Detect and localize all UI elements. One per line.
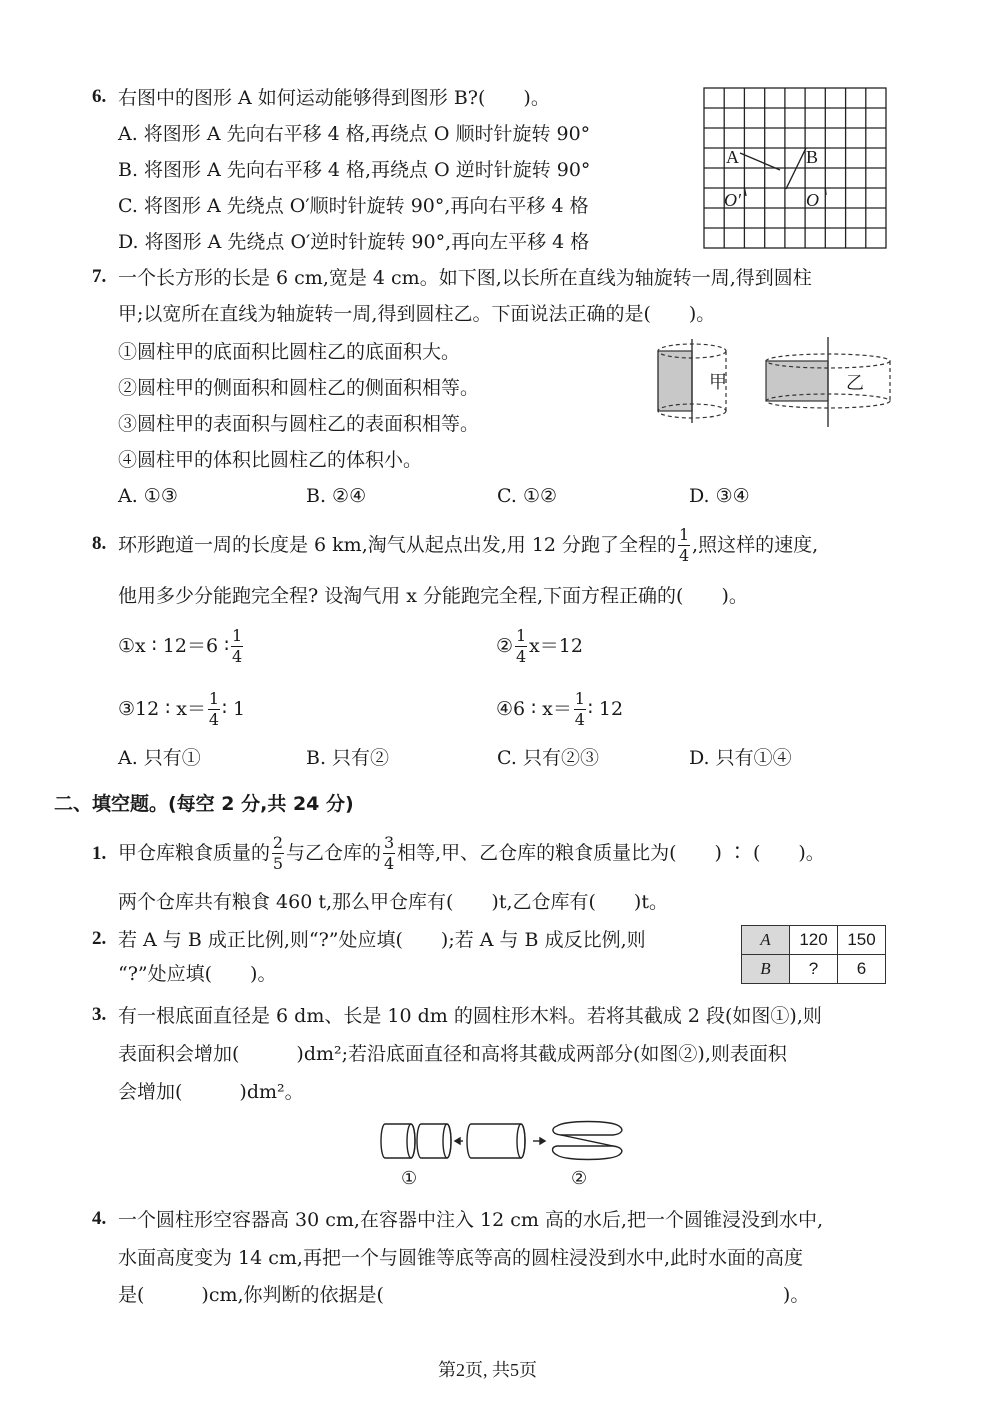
f4-number: 4. <box>92 1208 107 1229</box>
q7-cylinders-figure <box>650 335 900 435</box>
q7-statement-3: ③圆柱甲的表面积与圆柱乙的表面积相等。 <box>118 413 480 435</box>
q8-eq2-fraction <box>515 627 527 666</box>
q8-eq1-den: 4 <box>231 646 243 666</box>
f1-text-c: 相等,甲、乙仓库的粮食质量比为( ) ∶ ( )。 <box>397 842 825 864</box>
q8-option-a: A. 只有① <box>118 747 201 769</box>
table-row <box>742 926 886 955</box>
q7-line1: 一个长方形的长是 6 cm,宽是 4 cm。如下图,以长所在直线为轴旋转一周,得到圆柱 <box>118 267 812 289</box>
grid-label-b: B <box>806 147 819 167</box>
split-half-bottom <box>553 1146 622 1160</box>
cut-piece-2 <box>417 1124 451 1158</box>
table-cell: B <box>742 955 790 984</box>
q8-eq2-text-a: ② <box>496 635 514 657</box>
q7-statement-1: ①圆柱甲的底面积比圆柱乙的底面积大。 <box>118 341 461 363</box>
q8-eq3-den: 4 <box>208 709 220 729</box>
q8-fraction-num: 1 <box>678 524 690 544</box>
f3-cut-figure <box>375 1118 635 1188</box>
cylinder-yi <box>766 337 890 427</box>
f3-line3: 会增加( )dm²。 <box>118 1081 304 1103</box>
q8-eq1-num: 1 <box>231 625 243 645</box>
fig-label-1: ① <box>401 1168 418 1188</box>
f4-line1: 一个圆柱形空容器高 30 cm,在容器中注入 12 cm 高的水后,把一个圆锥浸没到水中, <box>118 1209 823 1231</box>
f1-line1 <box>118 830 825 876</box>
q8-eq1-fraction <box>231 627 243 666</box>
q8-eq1 <box>118 623 245 669</box>
q7-option-c: C. ①② <box>497 485 558 507</box>
f2-line2: “?”处应填( )。 <box>118 963 277 985</box>
cut-piece-1 <box>381 1124 415 1158</box>
q7-number: 7. <box>92 266 107 287</box>
q8-eq4-num: 1 <box>574 688 585 708</box>
f4-line3: 是( )cm,你判断的依据是( )。 <box>118 1284 810 1306</box>
whole-cylinder <box>467 1124 525 1158</box>
grid-lines <box>704 88 886 248</box>
q8-eq1-text: ①x ∶ 12＝6 ∶ <box>118 635 230 657</box>
q8-eq3 <box>118 686 245 732</box>
table-cell: 6 <box>838 955 886 984</box>
q8-eq4-fraction <box>574 690 586 729</box>
split-half-top <box>553 1122 622 1136</box>
table-cell: ? <box>790 955 838 984</box>
f4-line2: 水面高度变为 14 cm,再把一个与圆锥等底等高的圆柱浸没到水中,此时水面的高度 <box>118 1247 803 1269</box>
q7-option-b: B. ②④ <box>306 485 367 507</box>
table-cell: A <box>742 926 790 955</box>
table-cell: 120 <box>790 926 838 955</box>
q6-text: 右图中的图形 A 如何运动能够得到图形 B?( )。 <box>118 87 550 109</box>
q6-option-b: B. 将图形 A 先向右平移 4 格,再绕点 O 逆时针旋转 90° <box>118 159 591 181</box>
q8-eq4-text-a: ④6 ∶ x＝ <box>496 698 572 720</box>
f1-number: 1. <box>92 843 107 864</box>
f1-fraction-2 <box>383 834 395 873</box>
q8-line1-a: 环形跑道一周的长度是 6 km,淘气从起点出发,用 12 分跑了全程的 <box>118 534 677 556</box>
section2-title: 二、填空题。(每空 2 分,共 24 分) <box>54 793 354 815</box>
q7-statement-2: ②圆柱甲的侧面积和圆柱乙的侧面积相等。 <box>118 377 480 399</box>
f1-fraction-2-den: 4 <box>383 853 395 873</box>
grid-label-o-prime: O′ <box>724 190 741 210</box>
q8-eq3-text-a: ③12 ∶ x＝ <box>118 698 206 720</box>
table-cell: 150 <box>838 926 886 955</box>
q6-grid-figure <box>700 85 890 251</box>
grid-label-a: A <box>726 147 739 167</box>
ab-ratio-table <box>741 925 886 984</box>
q8-fraction-den: 4 <box>678 545 690 565</box>
table-row <box>742 955 886 984</box>
q8-line1 <box>118 522 818 568</box>
o-tick <box>825 188 826 195</box>
q6-option-c: C. 将图形 A 先绕点 O′顺时针旋转 90°,再向右平移 4 格 <box>118 195 589 217</box>
cylinder-yi-label: 乙 <box>846 373 864 394</box>
f2-number: 2. <box>92 928 107 949</box>
f1-text-b: 与乙仓库的 <box>286 842 382 864</box>
grid-label-o: O <box>806 190 819 210</box>
q8-eq4-text-b: ∶ 12 <box>587 698 624 720</box>
f1-line2: 两个仓库共有粮食 460 t,那么甲仓库有( )t,乙仓库有( )t。 <box>118 891 668 913</box>
q7-option-a: A. ①③ <box>118 485 178 507</box>
q8-option-d: D. 只有①④ <box>689 747 792 769</box>
f1-fraction-1 <box>272 834 284 873</box>
q8-option-b: B. 只有② <box>306 747 390 769</box>
f3-line2: 表面积会增加( )dm²;若沿底面直径和高将其截成两部分(如图②),则表面积 <box>118 1043 787 1065</box>
q8-line2: 他用多少分能跑完全程? 设淘气用 x 分能跑完全程,下面方程正确的( )。 <box>118 585 748 607</box>
q7-option-d: D. ③④ <box>689 485 750 507</box>
q8-eq4-den: 4 <box>574 709 585 729</box>
q8-eq2-text-b: x＝12 <box>529 635 583 657</box>
q8-eq4 <box>496 686 623 732</box>
q6-number: 6. <box>92 86 107 107</box>
f1-fraction-1-num: 2 <box>272 832 284 852</box>
q7-line2: 甲;以宽所在直线为轴旋转一周,得到圆柱乙。下面说法正确的是( )。 <box>118 303 716 325</box>
q8-eq2-num: 1 <box>515 625 527 645</box>
q8-fraction <box>678 526 690 565</box>
q8-eq3-text-b: ∶ 1 <box>221 698 246 720</box>
f2-line1: 若 A 与 B 成正比例,则“?”处应填( );若 A 与 B 成反比例,则 <box>118 929 646 951</box>
q8-line1-b: ,照这样的速度, <box>692 534 819 556</box>
q8-eq2 <box>496 623 583 669</box>
page-footer: 第2页, 共5页 <box>438 1360 537 1380</box>
q8-eq3-num: 1 <box>208 688 220 708</box>
q7-statement-4: ④圆柱甲的体积比圆柱乙的体积小。 <box>118 449 423 471</box>
cylinder-jia-label: 甲 <box>709 372 727 393</box>
f1-fraction-2-num: 3 <box>383 832 395 852</box>
q6-option-a: A. 将图形 A 先向右平移 4 格,再绕点 O 顺时针旋转 90° <box>118 123 591 145</box>
f3-line1: 有一根底面直径是 6 dm、长是 10 dm 的圆柱形木料。若将其截成 2 段(如图①),则 <box>118 1005 822 1027</box>
fig-label-2: ② <box>571 1168 588 1188</box>
q8-eq3-fraction <box>208 690 220 729</box>
q8-number: 8. <box>92 533 107 554</box>
q6-option-d: D. 将图形 A 先绕点 O′逆时针旋转 90°,再向左平移 4 格 <box>118 231 590 253</box>
q8-option-c: C. 只有②③ <box>497 747 599 769</box>
f3-number: 3. <box>92 1004 107 1025</box>
f1-text-a: 甲仓库粮食质量的 <box>118 842 271 864</box>
f1-fraction-1-den: 5 <box>272 853 284 873</box>
q8-eq2-den: 4 <box>515 646 527 666</box>
